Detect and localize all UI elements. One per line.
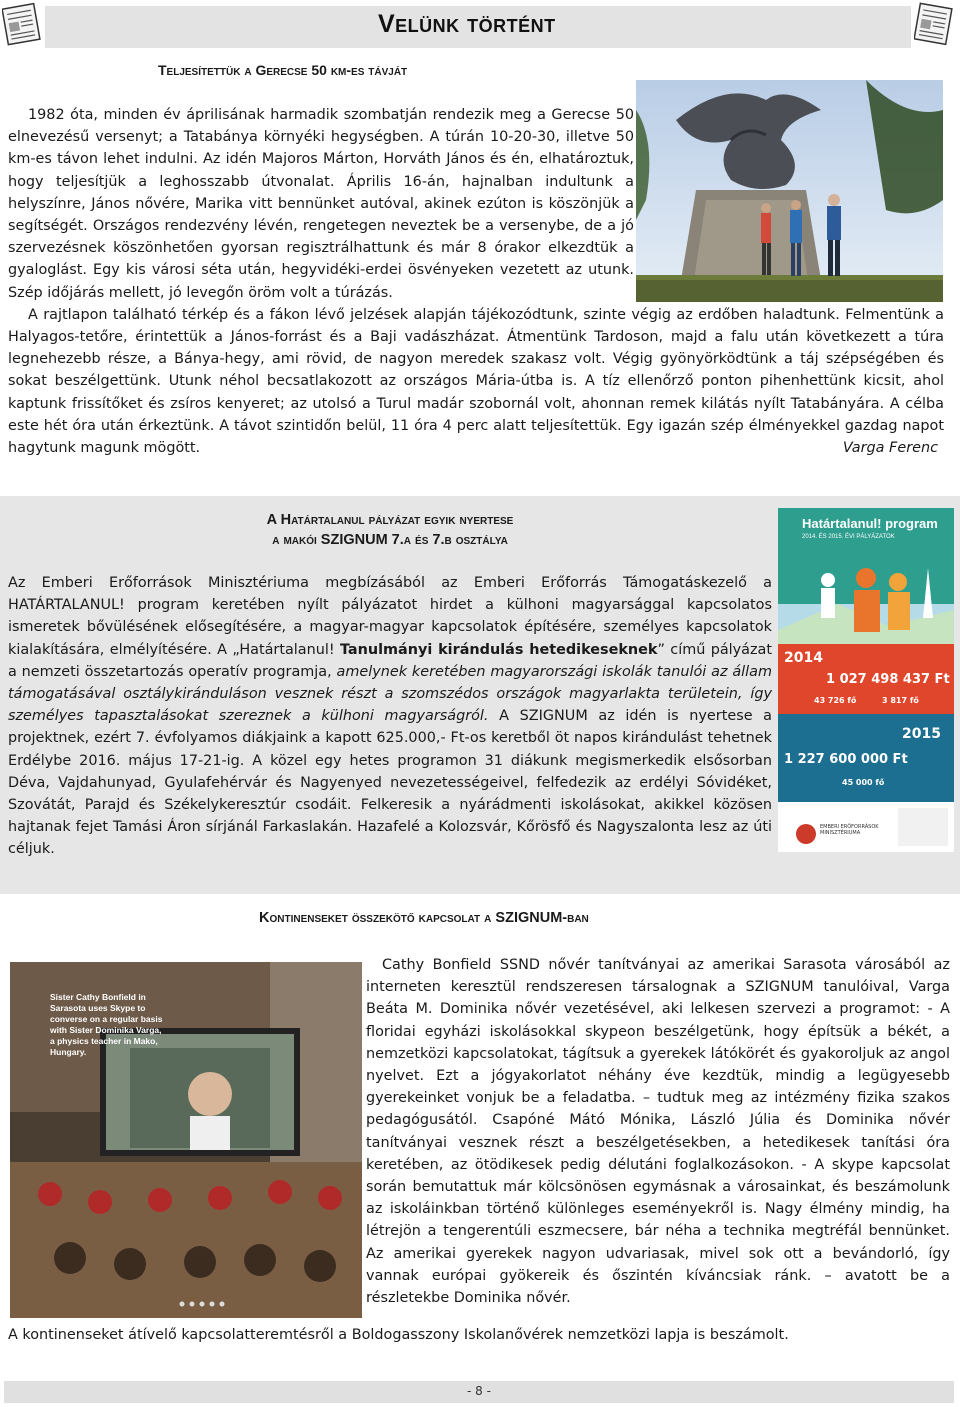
paragraph-text: ” című pályázat a nemzeti összetartozás operatív programja, bbox=[8, 641, 772, 680]
title-line: A Határtalanul pályázat egyik nyertese bbox=[266, 512, 514, 528]
footer-bar bbox=[4, 1381, 954, 1403]
author-signature: Varga Ferenc bbox=[842, 440, 938, 457]
paragraph-text: Az Emberi Erőforrások Minisztériuma megbízásából az Emberi Erőforrás Támogatáskezelő a HATÁRTALANUL! program keretében nyílt pályázatot hirdet a külhoni magyarsággal kapcsolatos ismeretek bővülésének elősegítésére, a magyar-magyar kapcsolatok építésére, személyes kapcsolatok kialakítására, elmélyítésére. A „Határtalanul! bbox=[8, 575, 772, 658]
section-title-gerecse: Teljesítettük a Gerecse 50 km-es távját bbox=[158, 62, 408, 78]
newspaper-icon bbox=[2, 2, 42, 46]
page-title: Velünk történt bbox=[378, 10, 556, 38]
amount-2014: 1 027 498 437 Ft bbox=[826, 672, 950, 687]
newspaper-icon bbox=[914, 2, 954, 46]
italic-text: amelynek keretében magyarországi iskolák tanulói az állam támogatásával osztálykiránduláson vesznek részt a szomszédos országok magyarlakta területein, így személyes tapasztalásokat szereznek a külhoni magyarságról. bbox=[8, 663, 773, 725]
section-title-hatartalanul bbox=[110, 510, 670, 550]
bold-title: Tanulmányi kirándulás hetedikeseknek bbox=[339, 641, 658, 658]
section1-body bbox=[8, 104, 944, 459]
paragraph: Cathy Bonfield SSND nővér tanítványai az amerikai Sarasota városából az interneten keresztül rendszeresen társalognak a SZIGNUM tanulóival, Varga Beáta M. Dominika nővér vezetésével, aki lelkesen szervezi a programot: - A floridai egyházi iskolásokkal skypeon beszélgetünk, hogy építsük a békét, a nemzetközi kapcsolatokat, tágítsuk a gyerekek látókörét és gyakoroljuk az angol nyelvet. Ezt a jógyakorlatot néhány éve kezdtük, mindig a legügyesebb gyerekeinket vonjuk be a feladatba. – tudtuk meg az intézmény fizika szakos pedagógusától. Csapóné Mátó Mónika, László Júlia és Dominika nővér tanítványai vesznek részt a beszélgetésekben, a hetedikesek tanítási óra keretében, az ötödikesek pedig délutáni foglalkozásokon. - A skype kapcsolat során bemutattuk már kölcsönösen egymásnak a városainkat, és beszámolunk az iskoláinkban történő különleges eseményekről is. Nagy élmény mindig, ha létrejön a tengerentúli eszmecsere, bár néha a technika megtréfál bennünket. Az amerikai gyerekek nagyon udvariasak, mivel sok ott a bevándorló, így vannak európai gyökereik és őszintén kíváncsiak ránk. – avatott be a részletekbe Dominika nővér. bbox=[366, 957, 950, 1307]
section3-closing bbox=[8, 1324, 948, 1346]
paragraph bbox=[8, 304, 944, 459]
skype-classroom-photo bbox=[10, 962, 362, 1318]
ministry-logo-text: EMBERI ERŐFORRÁSOK MINISZTÉRIUMA bbox=[820, 824, 879, 836]
paragraph-text: A rajtlapon található térkép és a fákon lévő jelzések alapján tájékozódtunk, szinte végig az erdőben haladtunk. Felmentünk a Halyagos-tetőre, érintettük a János-forrást és a Baji vadászházat. Átmentünk Tardoson, majd a falu után következett a túra legnehezebb része, a Bánya-hegy, ami rövid, de nagyon meredek szakasz volt. Végig gyönyörködtünk a táj szépségében és sokat beszélgettünk. Utunk néhol becsatlakozott az országos Mária-útba is. A tíz ellenőrző ponton pihenhettünk kicsit, ahol kaptunk frissítőket és zsíros kenyeret; az utolsó a Turul madár szobornál volt, ahonnan remek kilátás nyílt Tatabányára. A célba este hét óra után érkeztünk. A távot szintidőn belül, 11 óra 4 perc alatt teljesítettük. Egy igazán szép élményekkel gazdag napot hagytunk magunk mögött. bbox=[8, 306, 944, 457]
infographic-title: Határtalanul! program bbox=[802, 516, 938, 531]
section2-body bbox=[8, 572, 772, 861]
stat-participants: 45 000 fő bbox=[842, 778, 885, 787]
year-2015: 2015 bbox=[902, 726, 941, 742]
stat-participants: 3 817 fő bbox=[882, 696, 919, 705]
section3-body bbox=[366, 954, 950, 1309]
paragraph: A kontinenseket átívelő kapcsolatteremtésről a Boldogasszony Iskolanővérek nemzetközi lapja is beszámolt. bbox=[8, 1327, 789, 1343]
year-2014: 2014 bbox=[784, 650, 823, 666]
amount-2015: 1 227 600 000 Ft bbox=[784, 752, 908, 767]
paragraph: 1982 óta, minden év áprilisának harmadik szombatján rendezik meg a Gerecse 50 elnevezésű versenyt; a Tatabánya környéki hegységben. A túrán 10-20-30, illetve 50 km-es távon lehet indulni. Az idén Majoros Márton, Horváth János és én, elhatároztuk, hogy teljesítjük a leghosszabb útvonalat. Április 16-án, hajnalban indultunk a helyszínre, János nővére, Marika vitt bennünket autóval, akinek ezúton is köszönjük a segítségét. Országos rendezvény lévén, rengetegen neveztek be a versenybe, de a jó szervezésnek köszönhetően gyorsan regisztrálhattunk és már 8 órakor elkezdtük a gyaloglást. Egy kis városi séta után, hegyvidéki-erdei ösvényeken vezetett az utunk. Szép időjárás mellett, jó levegőn öröm volt a túrázás. bbox=[8, 107, 634, 301]
section-title-kontinensek: Kontinenseket összekötő kapcsolat a SZIGNUM-ban bbox=[259, 910, 589, 926]
infographic-subtitle: 2014. ÉS 2015. ÉVI PÁLYÁZATOK bbox=[802, 534, 895, 540]
hatartalanul-infographic bbox=[778, 508, 954, 852]
stat-participants: 43 726 fő bbox=[814, 696, 857, 705]
paragraph bbox=[8, 572, 772, 861]
paragraph-text: A SZIGNUM az idén is nyertese a projektnek, ezért 7. évfolyamos diákjaink a kapott 625.000,- Ft-os keretből öt napos kirándulást tehetnek Erdélybe 2016. május 17-21-ig. A közel egy hetes programon 31 diákunk megismerkedik elsősorban Déva, Vajdahunyad, Gyulafehérvár és Nagyenyed nevezetességeivel, felfedezik az erdélyi Sóvidéket, Szovátát, Parajd és Székelykeresztúr csodáit. Felkeresik a nyárádmenti iskolásokat, akikkel közösen hajtanak fejet Tamási Áron sírjánál Farkaslakán. Hazafelé a Kolozsvár, Kőrösfő és Nagyszalonta lesz az úti céljuk. bbox=[8, 708, 773, 858]
title-line: a makói SZIGNUM 7.a és 7.b osztálya bbox=[272, 532, 508, 548]
photo-caption: Sister Cathy Bonfield in Sarasota uses Skype to converse on a regular basis with Sister Dominika Varga, a physics teacher in Mako, Hungary. bbox=[50, 992, 163, 1057]
page-number: - 8 - bbox=[467, 1384, 491, 1398]
